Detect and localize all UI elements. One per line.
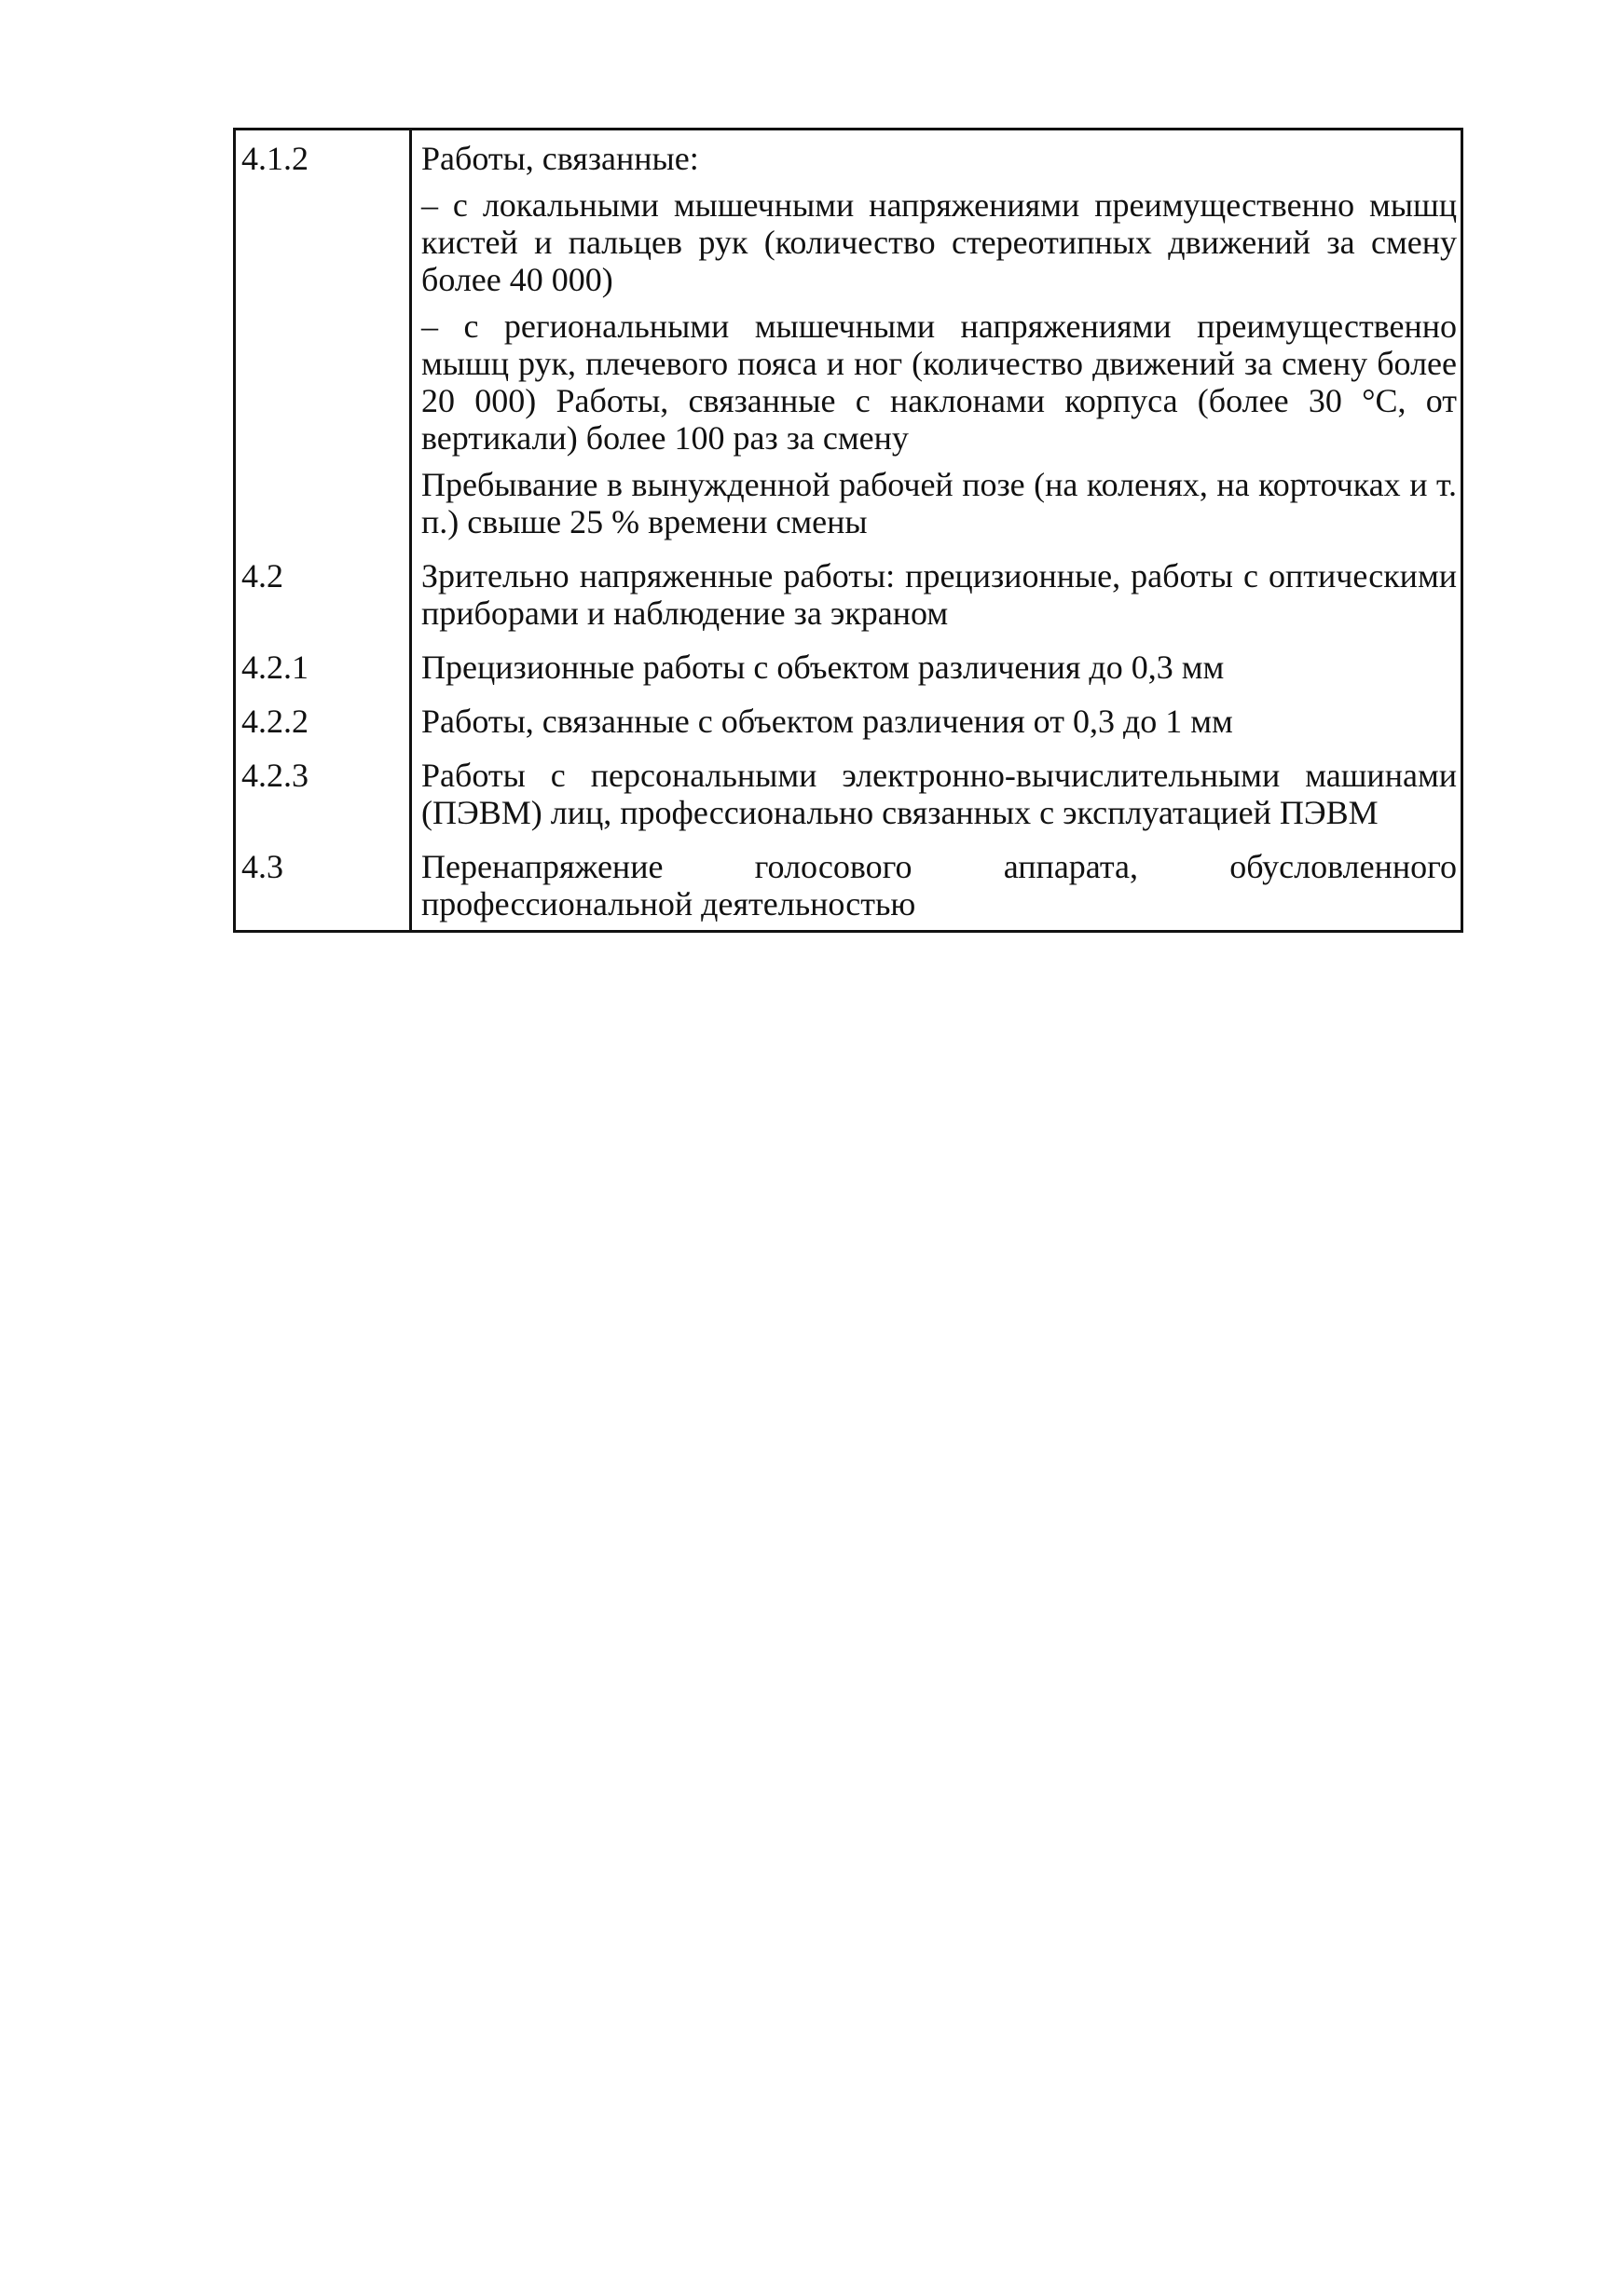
requirements-table [233, 128, 1463, 933]
row-description [411, 641, 1462, 695]
row-paragraph: Прецизионные работы с объектом различения до 0,3 мм [421, 649, 1225, 686]
row-paragraph: Пребывание в вынужденной рабочей позе (на коленях, на корточках и т. п.) свыше 25 % времени смены [421, 466, 1457, 540]
row-description [411, 130, 1462, 551]
row-description [411, 550, 1462, 641]
table-row [235, 840, 1462, 932]
table-row [235, 695, 1462, 749]
table-row [235, 130, 1462, 551]
table-row [235, 749, 1462, 840]
row-description [411, 695, 1462, 749]
table-row [235, 641, 1462, 695]
row-number: 4.3 [235, 840, 411, 932]
row-paragraph: – с региональными мышечными напряжениями преимущественно мышц рук, плечевого пояса и ног (количество движений за смену более 20 000) Работы, связанные с наклонами корпуса (более 30 °С, от вертикали) более 100 раз за смену [421, 308, 1457, 457]
row-description [411, 749, 1462, 840]
row-number: 4.2.2 [235, 695, 411, 749]
table-row [235, 550, 1462, 641]
row-number: 4.1.2 [235, 130, 411, 551]
row-paragraph: Зрительно напряженные работы: прецизионные, работы с оптическими приборами и наблюдение за экраном [421, 557, 1457, 632]
row-paragraph: Работы, связанные с объектом различения от 0,3 до 1 мм [421, 703, 1233, 740]
row-paragraph: – с локальными мышечными напряжениями преимущественно мышц кистей и пальцев рук (количество стереотипных движений за смену более 40 000) [421, 186, 1457, 298]
row-number: 4.2.3 [235, 749, 411, 840]
row-paragraph: Работы с персональными электронно-вычислительными машинами (ПЭВМ) лиц, профессионально связанных с эксплуатацией ПЭВМ [421, 757, 1457, 831]
row-number: 4.2.1 [235, 641, 411, 695]
row-description [411, 840, 1462, 932]
row-number: 4.2 [235, 550, 411, 641]
row-paragraph: Работы, связанные: [421, 140, 699, 177]
row-paragraph: Перенапряжение голосового аппарата, обусловленного профессиональной деятельностью [421, 848, 1457, 922]
